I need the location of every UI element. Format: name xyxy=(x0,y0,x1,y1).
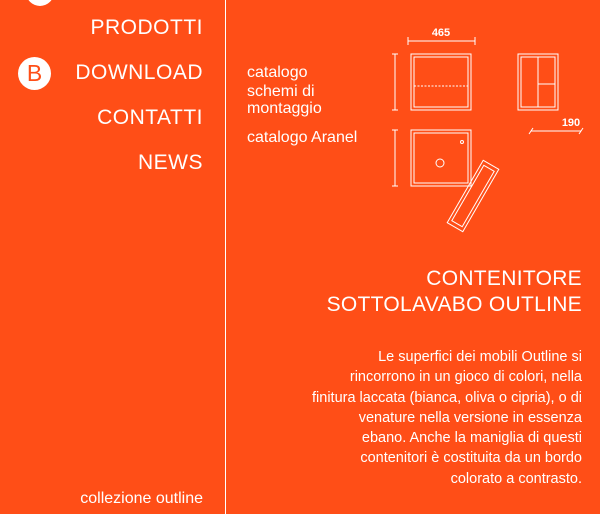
technical-drawing xyxy=(383,20,593,245)
nav-item-contatti[interactable]: CONTATTI xyxy=(97,106,203,129)
schemi-line-2: montaggio xyxy=(247,100,322,117)
schemi-montaggio-link[interactable] xyxy=(247,83,387,117)
nav-item-news[interactable]: NEWS xyxy=(138,151,203,174)
schemi-line-1: schemi di xyxy=(247,83,315,100)
active-section-badge: B xyxy=(18,57,51,90)
catalogo-aranel-link[interactable]: catalogo Aranel xyxy=(247,129,358,146)
product-title-line-2: SOTTOLAVABO OUTLINE xyxy=(326,293,582,316)
nav-item-download[interactable]: DOWNLOAD xyxy=(75,61,203,84)
dimension-width-label: 465 xyxy=(431,27,451,39)
logo-circle xyxy=(26,0,54,6)
product-title xyxy=(327,266,582,318)
vertical-divider xyxy=(225,0,226,514)
product-title-line-1: CONTENITORE xyxy=(426,267,582,290)
download-links xyxy=(247,64,387,148)
collection-outline-link[interactable]: collezione outline xyxy=(80,490,203,507)
product-description: Le superfici dei mobili Outline si rincorrono in un gioco di colori, nella finitura laccata (bianca, oliva o cipria), o di venature nella versione in essenza ebano. Anche la maniglia di questi contenitori è costituita da un bordo colorato a contrasto. xyxy=(312,349,582,487)
dimension-depth-label: 190 xyxy=(561,117,581,129)
nav-item-prodotti[interactable]: PRODOTTI xyxy=(90,16,203,39)
catalogo-link[interactable]: catalogo xyxy=(247,64,308,81)
